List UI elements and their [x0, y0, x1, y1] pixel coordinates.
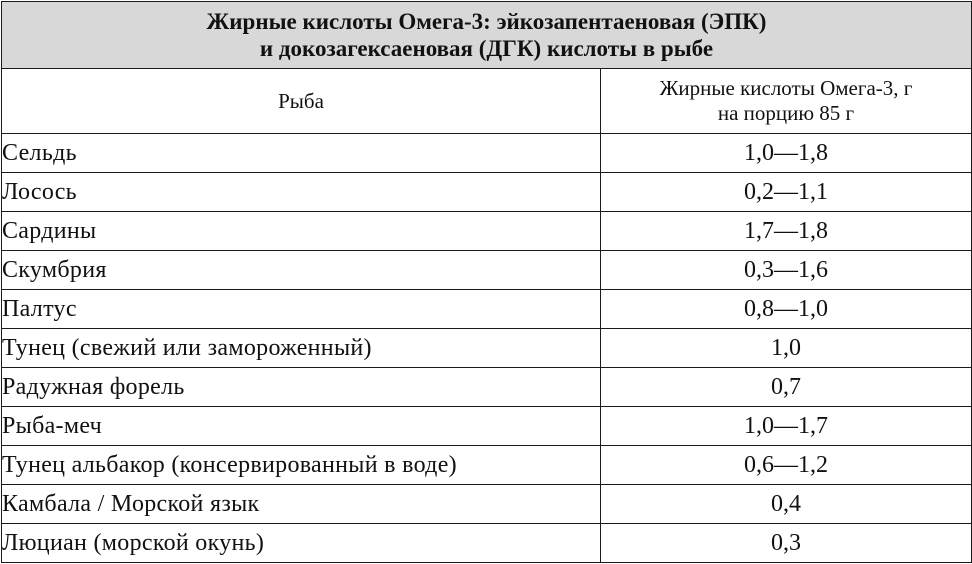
- omega3-value-cell: 0,2—1,1: [601, 173, 972, 212]
- omega3-fish-table: [1, 1, 972, 563]
- fish-name-cell: Скумбрия: [2, 251, 601, 290]
- fish-name-cell: Радужная форель: [2, 368, 601, 407]
- omega3-value-cell: 1,0—1,8: [601, 134, 972, 173]
- fish-name-cell: Камбала / Морской язык: [2, 485, 601, 524]
- table-row: [2, 173, 972, 212]
- omega3-value-cell: 0,3—1,6: [601, 251, 972, 290]
- omega3-value-cell: 0,7: [601, 368, 972, 407]
- omega3-value-cell: 1,0—1,7: [601, 407, 972, 446]
- fish-name-cell: Палтус: [2, 290, 601, 329]
- column-header-omega-line-2: на порцию 85 г: [717, 101, 855, 125]
- table-title-line-1: Жирные кислоты Омега-3: эйкозапентаеновая (ЭПК): [206, 9, 767, 34]
- table-row: [2, 368, 972, 407]
- table-row: [2, 485, 972, 524]
- table-row: [2, 134, 972, 173]
- table-title-line-2: и докозагексаеновая (ДГК) кислоты в рыбе: [259, 36, 714, 61]
- fish-name-cell: Лосось: [2, 173, 601, 212]
- omega3-value-cell: 1,0: [601, 329, 972, 368]
- omega3-value-cell: 0,4: [601, 485, 972, 524]
- column-header-row: [2, 69, 972, 134]
- table-row: [2, 446, 972, 485]
- fish-name-cell: Сардины: [2, 212, 601, 251]
- omega3-value-cell: 0,6—1,2: [601, 446, 972, 485]
- column-header-omega: [601, 69, 972, 134]
- fish-name-cell: Тунец альбакор (консервированный в воде): [2, 446, 601, 485]
- fish-name-cell: Рыба-меч: [2, 407, 601, 446]
- table-row: [2, 329, 972, 368]
- fish-name-cell: Сельдь: [2, 134, 601, 173]
- table-body: [2, 134, 972, 563]
- table-row: [2, 407, 972, 446]
- omega3-value-cell: 1,7—1,8: [601, 212, 972, 251]
- omega3-value-cell: 0,3: [601, 524, 972, 563]
- table-title: [2, 2, 972, 69]
- column-header-omega-line-1: Жирные кислоты Омега-3, г: [659, 76, 913, 100]
- column-header-fish: Рыба: [2, 69, 601, 134]
- table-row: [2, 290, 972, 329]
- fish-name-cell: Тунец (свежий или замороженный): [2, 329, 601, 368]
- table-row: [2, 212, 972, 251]
- table-title-row: [2, 2, 972, 69]
- omega3-value-cell: 0,8—1,0: [601, 290, 972, 329]
- fish-name-cell: Люциан (морской окунь): [2, 524, 601, 563]
- table-row: [2, 251, 972, 290]
- table-row: [2, 524, 972, 563]
